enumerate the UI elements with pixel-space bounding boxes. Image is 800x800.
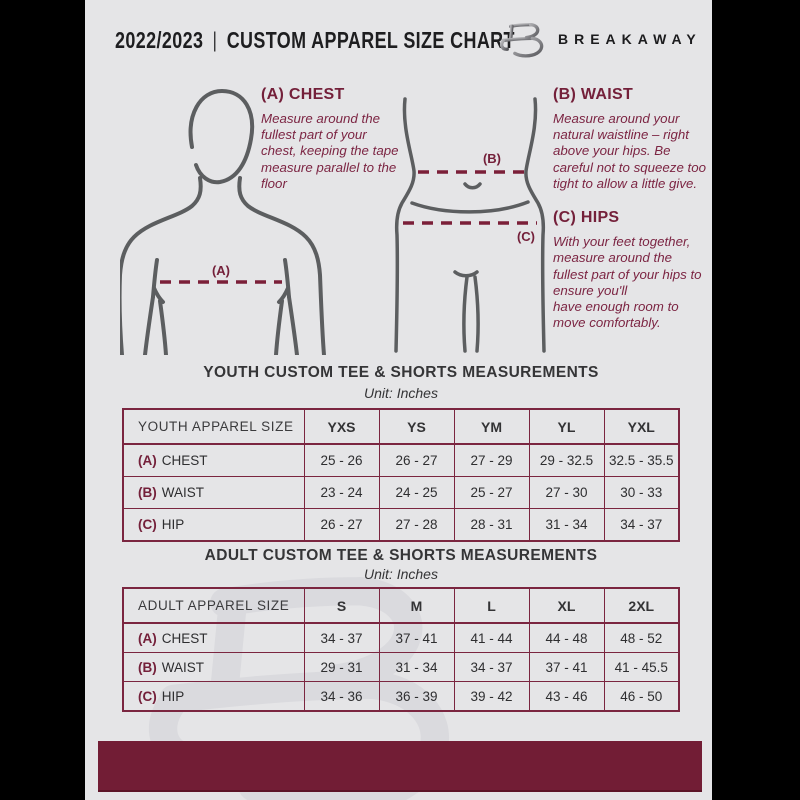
adult-section-title: ADULT CUSTOM TEE & SHORTS MEASUREMENTS (204, 547, 598, 564)
breakaway-logo-icon (499, 17, 549, 61)
table-row (123, 623, 679, 653)
adult-chest-s: 34 - 37 (304, 623, 379, 653)
table-row (123, 444, 679, 477)
adult-waist-label: (B) WAIST (123, 653, 304, 682)
adult-col-2xl: 2XL (604, 588, 679, 623)
youth-chest-yxl: 32.5 - 35.5 (604, 444, 679, 477)
adult-waist-xl: 37 - 41 (529, 653, 604, 682)
content-layer (85, 0, 712, 800)
title-divider: | (212, 28, 218, 52)
youth-col-ys: YS (379, 409, 454, 444)
chest-guide (261, 86, 403, 192)
youth-col-yxs: YXS (304, 409, 379, 444)
youth-size-table (122, 408, 680, 542)
chest-instructions: Measure around the fullest part of your chest, keeping the tape measure parallel to the floor (261, 111, 399, 191)
table-row (123, 477, 679, 509)
hips-instructions-line1: With your feet together, measure around the fullest part of your hips to ensure you'll (553, 234, 702, 298)
adult-hip-xl: 43 - 46 (529, 682, 604, 712)
chest-marker-label: (A) (211, 263, 231, 278)
youth-section-title: YOUTH CUSTOM TEE & SHORTS MEASUREMENTS (203, 364, 599, 381)
youth-hip-yl: 31 - 34 (529, 509, 604, 542)
adult-waist-s: 29 - 31 (304, 653, 379, 682)
adult-chest-2xl: 48 - 52 (604, 623, 679, 653)
table-row (123, 653, 679, 682)
adult-col-s: S (304, 588, 379, 623)
waist-hips-guide (553, 86, 707, 331)
hips-marker-label: (C) (516, 229, 536, 244)
hips-instructions (553, 234, 707, 331)
youth-header-row (123, 409, 679, 444)
adult-waist-m: 31 - 34 (379, 653, 454, 682)
brand-name: BREAKAWAY (558, 31, 702, 47)
youth-waist-yxl: 30 - 33 (604, 477, 679, 509)
adult-chest-xl: 44 - 48 (529, 623, 604, 653)
youth-chest-label: (A) CHEST (123, 444, 304, 477)
youth-chest-ym: 27 - 29 (454, 444, 529, 477)
youth-waist-ys: 24 - 25 (379, 477, 454, 509)
adult-col-m: M (379, 588, 454, 623)
youth-col-yl: YL (529, 409, 604, 444)
footer-accent-bar (98, 741, 702, 792)
size-chart-page (85, 0, 712, 800)
youth-hip-yxs: 26 - 27 (304, 509, 379, 542)
title-text: CUSTOM APPAREL SIZE CHART (226, 27, 515, 53)
youth-waist-label: (B) WAIST (123, 477, 304, 509)
adult-size-header: ADULT APPAREL SIZE (123, 588, 304, 623)
youth-col-yxl: YXL (604, 409, 679, 444)
youth-hip-yxl: 34 - 37 (604, 509, 679, 542)
adult-waist-l: 34 - 37 (454, 653, 529, 682)
waist-instructions: Measure around your natural waistline – right above your hips. Be careful not to squeeze too tight to allow a little give. (553, 111, 707, 191)
youth-hip-ym: 28 - 31 (454, 509, 529, 542)
hips-instructions-line2: have enough room to move comfortably. (553, 298, 679, 331)
chest-heading: (A) CHEST (261, 86, 345, 103)
adult-chest-l: 41 - 44 (454, 623, 529, 653)
table-row (123, 509, 679, 542)
waist-marker-label: (B) (482, 151, 502, 166)
lower-body-figure (385, 85, 555, 355)
youth-chest-yxs: 25 - 26 (304, 444, 379, 477)
youth-waist-yxs: 23 - 24 (304, 477, 379, 509)
adult-unit-label: Unit: Inches (364, 566, 438, 582)
waist-heading: (B) WAIST (553, 86, 634, 103)
adult-hip-s: 34 - 36 (304, 682, 379, 712)
youth-chest-yl: 29 - 32.5 (529, 444, 604, 477)
youth-size-header: YOUTH APPAREL SIZE (123, 409, 304, 444)
document-title (115, 27, 515, 54)
adult-chest-label: (A) CHEST (123, 623, 304, 653)
adult-chest-m: 37 - 41 (379, 623, 454, 653)
youth-hip-ys: 27 - 28 (379, 509, 454, 542)
youth-col-ym: YM (454, 409, 529, 444)
adult-hip-m: 36 - 39 (379, 682, 454, 712)
youth-chest-ys: 26 - 27 (379, 444, 454, 477)
youth-waist-yl: 27 - 30 (529, 477, 604, 509)
table-row (123, 682, 679, 712)
youth-hip-label: (C) HIP (123, 509, 304, 542)
youth-unit-label: Unit: Inches (364, 385, 438, 401)
adult-waist-2xl: 41 - 45.5 (604, 653, 679, 682)
adult-col-xl: XL (529, 588, 604, 623)
adult-hip-label: (C) HIP (123, 682, 304, 712)
adult-size-table (122, 587, 680, 712)
brand-lockup (499, 17, 702, 61)
adult-hip-2xl: 46 - 50 (604, 682, 679, 712)
hips-heading: (C) HIPS (553, 209, 620, 227)
title-year: 2022/2023 (115, 27, 204, 53)
youth-waist-ym: 25 - 27 (454, 477, 529, 509)
adult-col-l: L (454, 588, 529, 623)
adult-header-row (123, 588, 679, 623)
adult-hip-l: 39 - 42 (454, 682, 529, 712)
